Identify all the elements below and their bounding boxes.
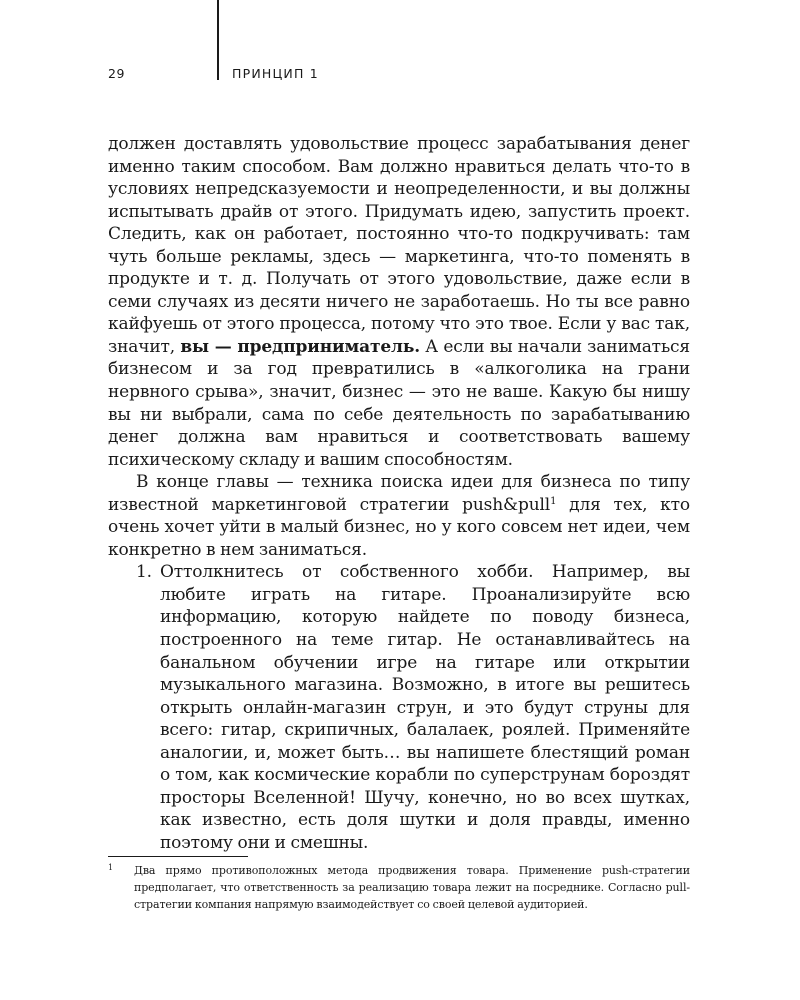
- footnote-divider: [108, 856, 248, 857]
- paragraph-text: должен доставлять удовольствие процесс зарабатывания денег именно таким способом. Вам должно нравиться делать что-то в условиях непредсказуемости и неопределенности, и вы должны испытывать драйв от этого. Придумать идею, запустить проект. Следить, как он работает, постоянно что-то подкручивать: там чуть больше рекламы, здесь — маркетинга, что-то поменять в продукте и т. д. Получать от этого удовольствие, даже если в семи случаях из десяти ничего не заработаешь. Но ты все равно кайфуешь от этого процесса, потому что это твое. Если у вас так, значит,: [108, 134, 690, 357]
- list-item-number: 1.: [136, 562, 152, 583]
- paragraph-text: для тех, кто очень хочет уйти в малый бизнес, но у кого совсем нет идеи, чем конкретно в нем заниматься.: [108, 494, 690, 560]
- running-title: ПРИНЦИП 1: [232, 66, 319, 81]
- paragraph-text: В конце главы — техника поиска идеи для бизнеса по типу известной маркетинговой стратегии push&pull: [108, 472, 690, 515]
- paragraph-continued: [108, 133, 690, 471]
- body-text: [108, 133, 690, 855]
- footnote: [108, 862, 690, 913]
- footnote-reference: 1: [550, 495, 557, 507]
- list-item-text: Оттолкнитесь от собственного хобби. Например, вы любите играть на гитаре. Проанализируйте всю информацию, которую найдете по поводу бизнеса, построенного на теме гитар. Не останавливайтесь на банальном обучении игре на гитаре или открытии музыкального магазина. Возможно, в итоге вы решитесь открыть онлайн-магазин струн, и это будут струны для всего: гитар, скрипичных, балалаек, роялей. Применяйте аналогии, и, может быть… вы напишете блестящий роман о том, как космические корабли по суперструнам бороздят просторы Вселенной! Шучу, конечно, но во всех шутках, как известно, есть доля шутки и доля правды, именно поэтому они и смешны.: [160, 562, 690, 853]
- footnote-text: Два прямо противоположных метода продвижения товара. Применение push-стратегии предполагает, что ответственность за реализацию товара лежит на посреднике. Согласно pull-стратегии компания напрямую взаимодействует со своей целевой аудиторией.: [134, 864, 690, 911]
- page-number: 29: [108, 66, 125, 81]
- paragraph-intro: [108, 471, 690, 561]
- paragraph-text: А если вы начали заниматься бизнесом и за год превратились в «алкоголика на грани нервного срыва», значит, бизнес — это не ваше. Какую бы нишу вы ни выбрали, сама по себе деятельность по зарабатыванию денег должна вам нравиться и соответствовать вашему психическому складу и вашим способностям.: [108, 336, 690, 470]
- bold-emphasis: вы — предприниматель.: [180, 336, 421, 357]
- footnote-mark: 1: [108, 863, 114, 872]
- numbered-list-item: [136, 561, 690, 854]
- header-divider-rule: [217, 0, 219, 80]
